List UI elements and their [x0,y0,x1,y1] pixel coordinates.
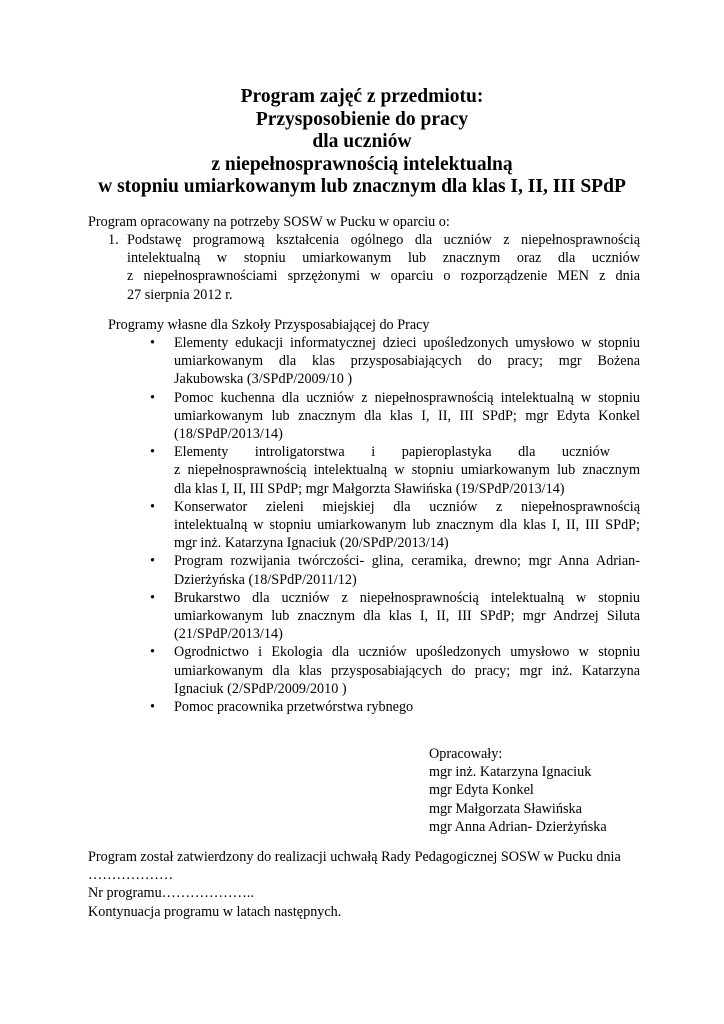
bullet-5-line-2: Dzierżyńska (18/SPdP/2011/12) [174,571,357,588]
title-line-2: Przysposobienie do pracy [255,108,469,130]
bullet-item-4 [150,498,640,553]
bullet-item-3 [150,443,640,498]
bullet-item-8 [150,698,640,716]
numbered-line-4: 27 sierpnia 2012 r. [127,286,233,303]
bullet-marker: • [150,389,155,406]
bullet-4-line-1: Konserwator zieleni miejskiej dla uczniów z niepełnosprawnością [174,498,640,515]
continuation-note: Kontynuacja programu w latach następnych. [88,903,342,920]
bullet-7-line-2: umiarkowanym dla klas przysposabiających do pracy; mgr inż. Katarzyna [174,662,640,679]
bullet-item-6 [150,589,640,644]
bullet-marker: • [150,553,155,570]
author-name: mgr Małgorzata Sławińska [429,800,582,817]
intro-paragraph: Program opracowany na potrzeby SOSW w Pucku w oparciu o: [88,214,450,230]
numbered-list-item [108,231,640,304]
bullet-marker: • [150,644,155,661]
document-title [60,86,664,199]
title-line-1: Program zajęć z przedmiotu: [240,86,484,107]
bullet-6-line-1: Brukarstwo dla uczniów z niepełnosprawnością intelektualną w stopniu [174,589,640,606]
approval-date-placeholder: ……………… [88,867,174,884]
bullet-7-line-1: Ogrodnictwo i Ekologia dla uczniów upośledzonych umysłowo w stopniu [174,644,640,661]
bullet-6-line-3: (21/SPdP/2013/14) [174,626,283,643]
bullet-item-7 [150,643,640,698]
bullet-4-line-3: mgr inż. Katarzyna Ignaciuk (20/SPdP/2013/14) [174,535,449,552]
title-line-4: z niepełnosprawnością intelektualną [211,153,513,175]
authors-block [429,745,689,836]
bullet-7-line-3: Ignaciuk (2/SPdP/2009/2010 ) [174,680,347,697]
authors-heading: Opracowały: [429,746,503,762]
bullet-6-line-2: umiarkowanym lub znacznym dla klas I, II, III SPdP; mgr Andrzej Siluta [174,608,640,625]
bullet-3-line-2: z niepełnosprawnością intelektualną w stopniu umiarkowanym lub znacznym [174,462,640,479]
title-line-3: dla uczniów [312,131,412,152]
bullet-item-1 [150,334,640,389]
bullet-1-line-3: Jakubowska (3/SPdP/2009/10 ) [174,371,353,388]
author-name: mgr Anna Adrian- Dzierżyńska [429,818,607,835]
program-number: Nr programu……………….. [88,885,254,902]
numbered-line-2: intelektualną w stopniu umiarkowanym lub znacznym oraz dla uczniów [127,250,640,267]
bullet-marker: • [150,699,155,716]
approval-statement: Program został zatwierdzony do realizacji uchwałą Rady Pedagogicznej SOSW w Pucku dnia [88,849,621,865]
numbered-line-1: Podstawę programową kształcenia ogólnego dla uczniów z niepełnosprawnością [127,232,640,248]
author-name: mgr Edyta Konkel [429,782,534,799]
bullet-marker: • [150,498,155,515]
bullet-item-5 [150,552,640,588]
bullet-item-2 [150,389,640,444]
bullet-3-line-1: Elementy introligatorstwa i papieroplastyka dla uczniów [174,444,610,461]
bullet-3-line-3: dla klas I, II, III SPdP; mgr Małgorzta Sławińska (19/SPdP/2013/14) [174,480,565,497]
author-name: mgr inż. Katarzyna Ignaciuk [429,764,592,781]
bullet-5-line-1: Program rozwijania twórczości- glina, ceramika, drewno; mgr Anna Adrian- [174,553,640,570]
bullet-2-line-2: umiarkowanym lub znacznym dla klas I, II, III SPdP; mgr Edyta Konkel [174,407,640,424]
numbered-item-body [127,231,640,304]
bullet-2-line-3: (18/SPdP/2013/14) [174,426,283,443]
bullet-marker: • [150,335,155,351]
bullet-2-line-1: Pomoc kuchenna dla uczniów z niepełnosprawnością intelektualną w stopniu [174,389,640,406]
list-number: 1. [108,232,119,248]
bullet-marker: • [150,589,155,606]
programs-bullet-list [150,334,640,716]
programs-heading: Programy własne dla Szkoły Przysposabiającej do Pracy [108,317,430,333]
approval-footer [88,848,648,921]
numbered-line-3: z niepełnosprawnościami sprzężonymi w oparciu o rozporządzenie MEN z dnia [127,268,640,285]
bullet-marker: • [150,444,155,461]
bullet-8-line-1: Pomoc pracownika przetwórstwa rybnego [174,699,414,716]
bullet-1-line-2: umiarkowanym dla klas przysposabiających do pracy; mgr Bożena [174,353,640,370]
title-line-5: w stopniu umiarkowanym lub znacznym dla klas I, II, III SPdP [98,176,626,197]
bullet-4-line-2: intelektualną w stopniu umiarkowanym lub znacznym dla klas I, II, III SPdP; [174,517,640,534]
bullet-1-line-1: Elementy edukacji informatycznej dzieci upośledzonych umysłowo w stopniu [174,335,640,351]
